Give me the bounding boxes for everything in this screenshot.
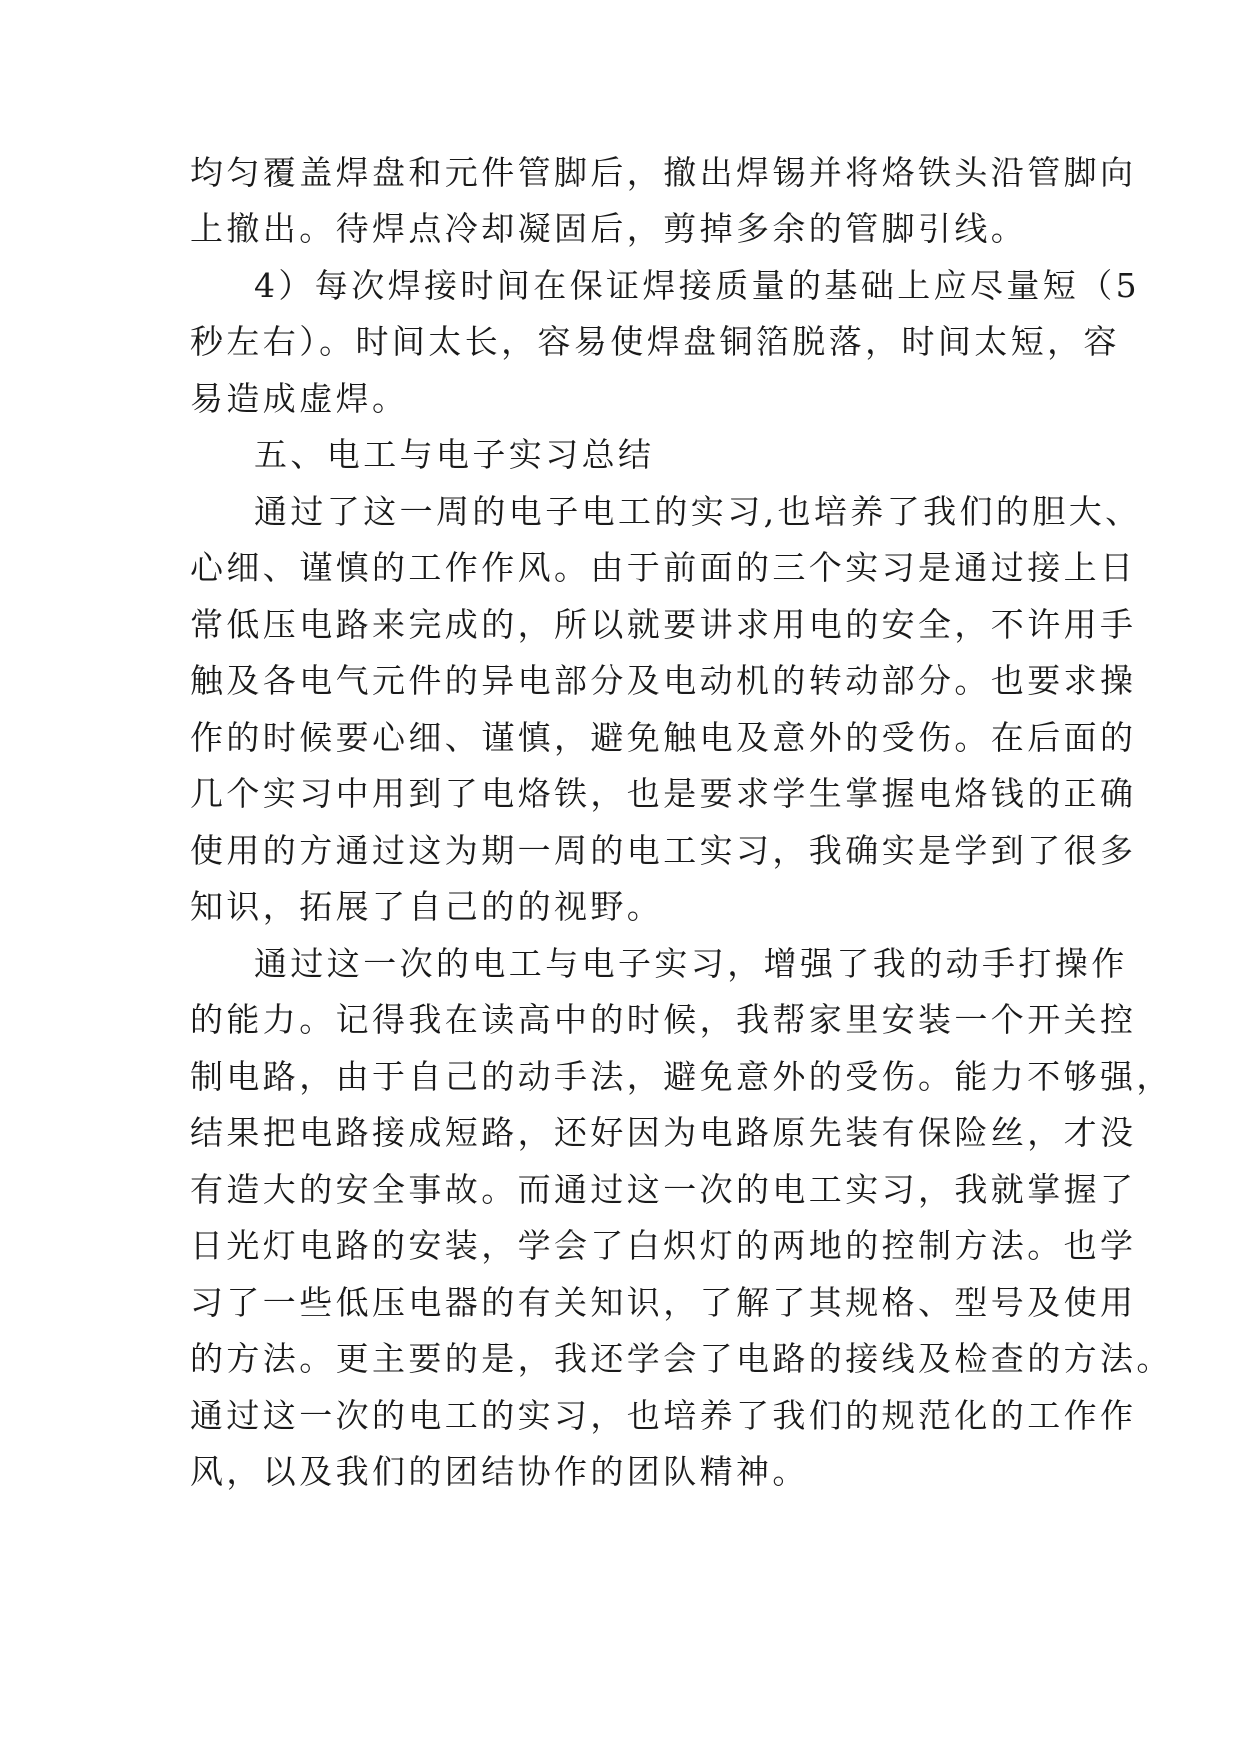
text-line: 4）每次焊接时间在保证焊接质量的基础上应尽量短（5 <box>254 266 1140 305</box>
text-line: 几个实习中用到了电烙铁，也是要求学生掌握电烙钱的正确 <box>190 774 1137 813</box>
text-line: 使用的方通过这为期一周的电工实习，我确实是学到了很多 <box>190 831 1137 870</box>
text-line: 日光灯电路的安装，学会了白炽灯的两地的控制方法。也学 <box>190 1226 1137 1265</box>
text-line: 有造大的安全事故。而通过这一次的电工实习，我就掌握了 <box>190 1170 1137 1209</box>
text-line: 的方法。更主要的是，我还学会了电路的接线及检查的方法。 <box>190 1339 1173 1378</box>
text-line: 均匀覆盖焊盘和元件管脚后，撤出焊锡并将烙铁头沿管脚向 <box>190 153 1137 192</box>
text-line: 制电路，由于自己的动手法，避免意外的受伤。能力不够强， <box>190 1057 1173 1096</box>
text-line: 通过这一次的电工与电子实习，增强了我的动手打操作 <box>254 944 1128 983</box>
text-line: 上撤出。待焊点冷却凝固后，剪掉多余的管脚引线。 <box>190 209 1028 248</box>
section-heading: 五、电工与电子实习总结 <box>254 435 655 474</box>
text-line: 知识，拓展了自己的的视野。 <box>190 887 664 926</box>
text-line: 触及各电气元件的异电部分及电动机的转动部分。也要求操 <box>190 661 1137 700</box>
text-line: 结果把电路接成短路，还好因为电路原先装有保险丝，才没 <box>190 1113 1137 1152</box>
text-line: 秒左右）。时间太长，容易使焊盘铜箔脱落，时间太短，容 <box>190 322 1120 361</box>
text-line: 通过了这一周的电子电工的实习,也培养了我们的胆大、 <box>254 492 1142 531</box>
text-line: 的能力。记得我在读高中的时候，我帮家里安装一个开关控 <box>190 1000 1137 1039</box>
text-line: 作的时候要心细、谨慎，避免触电及意外的受伤。在后面的 <box>190 718 1137 757</box>
text-line: 常低压电路来完成的，所以就要讲求用电的安全，不许用手 <box>190 605 1137 644</box>
text-line: 习了一些低压电器的有关知识，了解了其规格、型号及使用 <box>190 1283 1137 1322</box>
text-line: 易造成虚焊。 <box>190 379 409 418</box>
text-line: 心细、谨慎的工作作风。由于前面的三个实习是通过接上日 <box>190 548 1137 587</box>
text-line: 通过这一次的电工的实习，也培养了我们的规范化的工作作 <box>190 1396 1137 1435</box>
text-line: 风，以及我们的团结协作的团队精神。 <box>190 1452 809 1491</box>
